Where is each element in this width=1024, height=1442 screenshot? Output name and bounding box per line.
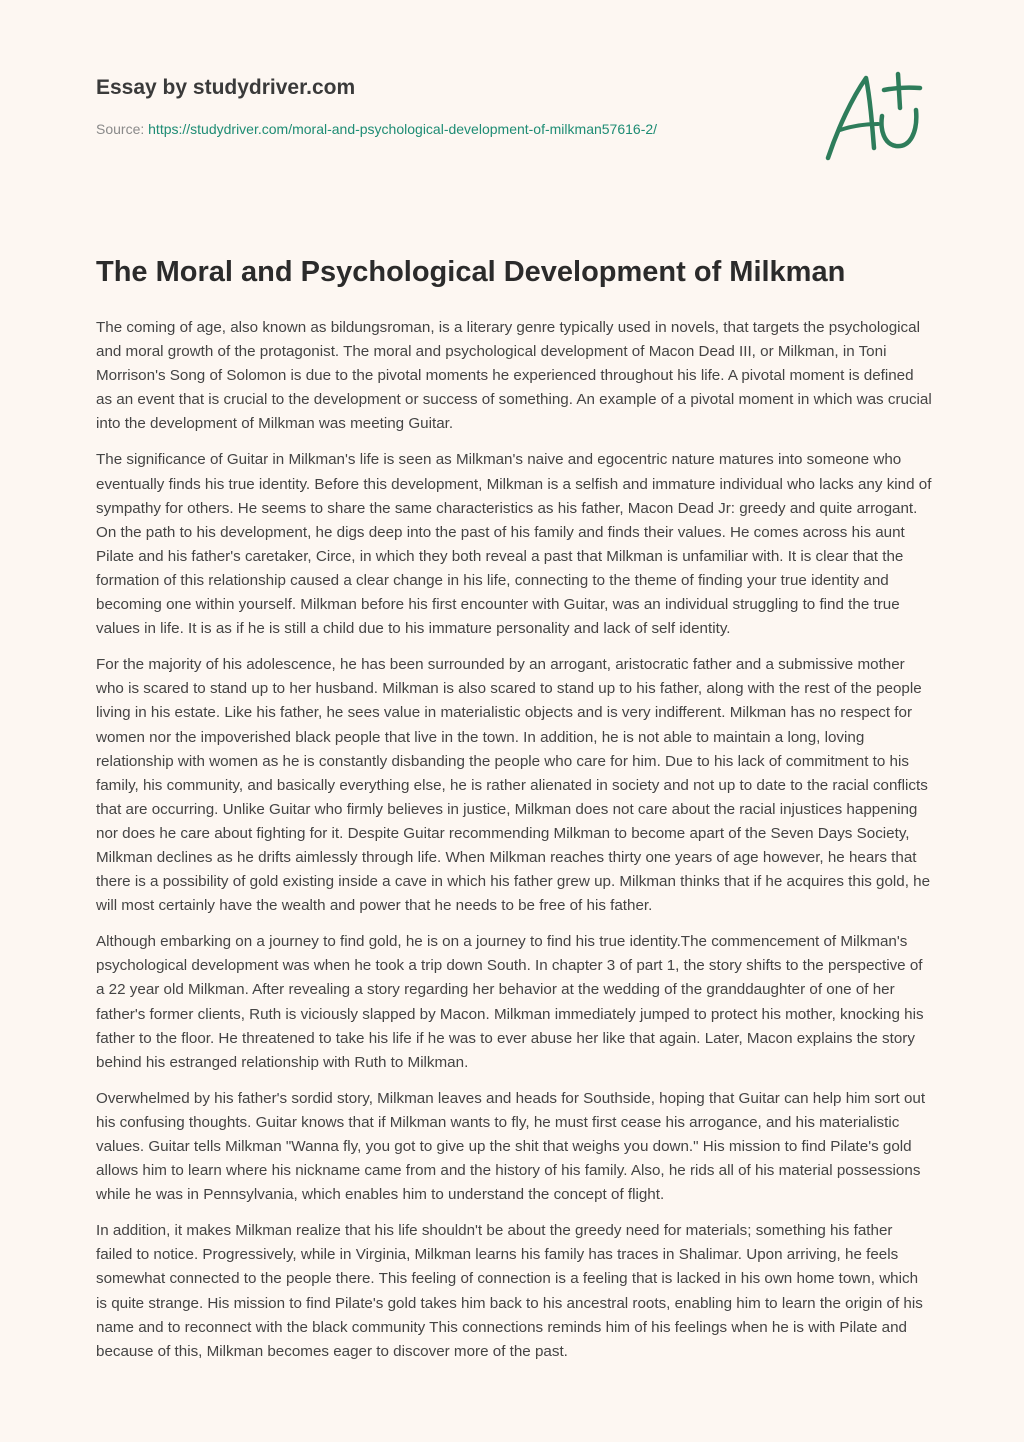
a-plus-logo-icon [820,68,928,164]
essay-title: The Moral and Psychological Development of Milkman [96,256,846,288]
source-line [96,120,796,138]
essay-paragraph: The coming of age, also known as bildungsroman, is a literary genre typically used in novels, that targets the psychological and moral growth of the protagonist. The moral and psychological development of Macon Dead III, or Milkman, in Toni Morrison's Song of Solomon is due to the pivotal moments he experienced throughout his life. A pivotal moment is defined as an event that is crucial to the development or success of something. An example of a pivotal moment in which was crucial into the development of Milkman was meeting Guitar. [96,319,932,433]
source-label: Source: [96,121,145,137]
essay-paragraph: In addition, it makes Milkman realize that his life shouldn't be about the greedy need for materials; something his father failed to notice. Progressively, while in Virginia, Milkman learns his family has traces in Shalimar. Upon arriving, he feels somewhat connected to the people there. This feeling of connection is a feeling that is lacked in his own home town, which is quite strange. His mission to find Pilate's gold takes him back to his ancestral roots, enabling him to learn the origin of his name and to reconnect with the black community This connections reminds him of his feelings when he is with Pilate and because of this, Milkman becomes eager to discover more of the past. [96,1222,923,1360]
source-link[interactable]: https://studydriver.com/moral-and-psychological-development-of-milkman57616-2/ [148,121,658,137]
essay-paragraph: For the majority of his adolescence, he has been surrounded by an arrogant, aristocratic father and a submissive mother who is scared to stand up to her husband. Milkman is also scared to stand up to his father, along with the rest of the people living in his estate. Like his father, he sees value in materialistic objects and is very indifferent. Milkman has no respect for women nor the impoverished black people that live in the town. In addition, he is not able to maintain a long, loving relationship with women as he is constantly disbanding the people who care for him. Due to his lack of commitment to his family, his community, and basically everything else, he is rather alienated in society and not up to date to the racial conflicts that are occurring. Unlike Guitar who firmly believes in justice, Milkman does not care about the racial injustices happening nor does he care about fighting for it. Despite Guitar recommending Milkman to become apart of the Seven Days Society, Milkman declines as he drifts aimlessly through life. When Milkman reaches thirty one years of age however, he hears that there is a possibility of gold existing inside a cave in which his father grew up. Milkman thinks that if he acquires this gold, he will most certainly have the wealth and power that he needs to be free of his father. [96,656,931,915]
essay-paragraph: Although embarking on a journey to find gold, he is on a journey to find his true identity.The commencement of Milkman's psychological development was when he took a trip down South. In chapter 3 of part 1, the story shifts to the perspective of a 22 year old Milkman. After revealing a story regarding her behavior at the wedding of the granddaughter of one of her father's former clients, Ruth is viciously slapped by Macon. Milkman immediately jumped to protect his mother, knocking his father to the floor. He threatened to take his life if he was to ever abuse her like that again. Later, Macon explains the story behind his estranged relationship with Ruth to Milkman. [96,933,924,1071]
essay-paragraph: The significance of Guitar in Milkman's life is seen as Milkman's naive and egocentric nature matures into someone who eventually finds his true identity. Before this development, Milkman is a selfish and immature individual who lacks any kind of sympathy for others. He seems to share the same characteristics as his father, Macon Dead Jr: greedy and quite arrogant. On the path to his development, he digs deep into the past of his family and finds their values. He comes across his aunt Pilate and his father's caretaker, Circe, in which they both reveal a past that Milkman is unfamiliar with. It is clear that the formation of this relationship caused a clear change in his life, connecting to the theme of finding your true identity and becoming one within yourself. Milkman before his first encounter with Guitar, was an individual struggling to find the true values in life. It is as if he is still a child due to his immature personality and lack of self identity. [96,451,932,638]
essay-body [96,316,932,1376]
brand-title: Essay by studydriver.com [96,76,356,99]
page-header [96,74,796,138]
essay-paragraph: Overwhelmed by his father's sordid story, Milkman leaves and heads for Southside, hoping that Guitar can help him sort out his confusing thoughts. Guitar knows that if Milkman wants to fly, he must first cease his arrogance, and his materialistic values. Guitar tells Milkman "Wanna fly, you got to give up the shit that weighs you down." His mission to find Pilate's gold allows him to learn where his nickname came from and the history of his family. Also, he rids all of his material possessions while he was in Pennsylvania, which enables him to understand the concept of flight. [96,1089,926,1204]
